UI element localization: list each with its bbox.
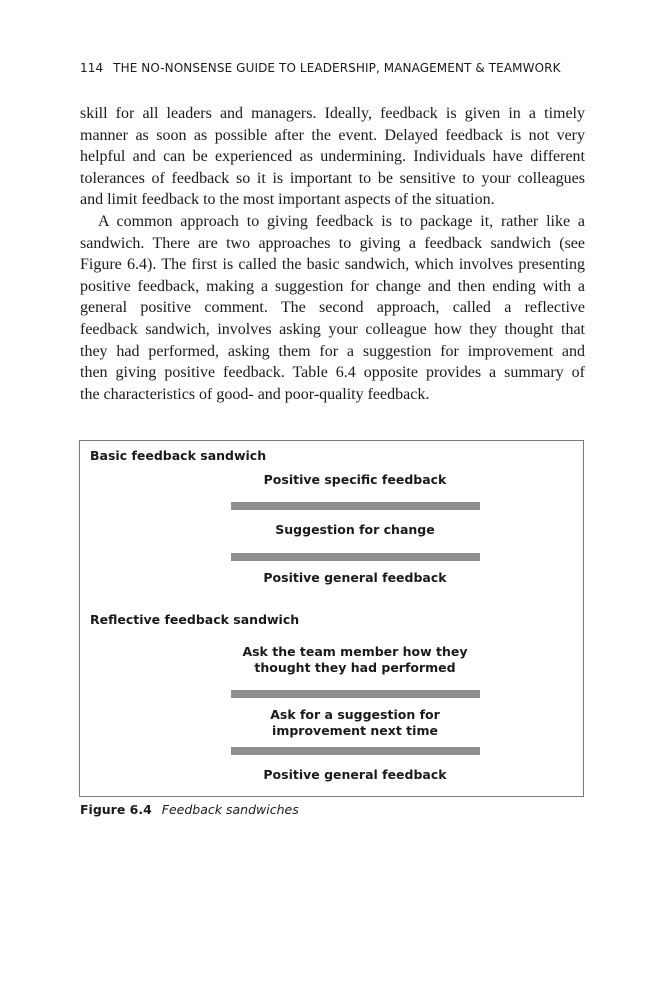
basic-top-label: Positive specific feedback bbox=[263, 472, 447, 487]
text-line: A common approach to giving feedback is to package it, rather like a bbox=[98, 212, 585, 230]
text-line: positive feedback, making a suggestion for change and then ending with a bbox=[80, 277, 585, 295]
text-line: then giving positive feedback. Table 6.4 opposite provides a summary of bbox=[80, 364, 585, 382]
body-text bbox=[80, 103, 585, 405]
text-line: tolerances of feedback so it is important to be sensitive to your colleagues bbox=[80, 169, 585, 187]
text-line: manner as soon as possible after the event. Delayed feedback is not very bbox=[80, 126, 585, 144]
reflective-divider-bar bbox=[231, 747, 480, 755]
basic-divider-bar bbox=[231, 553, 480, 561]
reflective-middle-line: Ask for a suggestion for bbox=[270, 707, 440, 722]
reflective-top-line: thought they had performed bbox=[254, 660, 456, 675]
reflective-divider-bar bbox=[231, 690, 480, 698]
figure-caption bbox=[80, 802, 299, 817]
text-line: sandwich. There are two approaches to giving a feedback sandwich (see bbox=[80, 234, 585, 252]
text-line: and limit feedback to the most important aspects of the situation. bbox=[80, 191, 495, 209]
figure-box bbox=[79, 440, 584, 797]
running-head bbox=[80, 61, 561, 75]
text-line: they had performed, asking them for a suggestion for improvement and bbox=[80, 342, 585, 360]
page-number: 114 bbox=[80, 61, 104, 75]
basic-sandwich-heading: Basic feedback sandwich bbox=[90, 448, 267, 463]
basic-middle-label: Suggestion for change bbox=[275, 522, 435, 537]
text-line: skill for all leaders and managers. Ideally, feedback is given in a timely bbox=[80, 105, 585, 122]
reflective-sandwich-heading: Reflective feedback sandwich bbox=[90, 612, 300, 627]
figure-title: Feedback sandwiches bbox=[161, 802, 299, 817]
basic-divider-bar bbox=[231, 502, 480, 510]
reflective-top-line: Ask the team member how they bbox=[242, 644, 468, 659]
reflective-bottom-label: Positive general feedback bbox=[263, 767, 447, 782]
text-line: Figure 6.4). The first is called the basic sandwich, which involves presenting bbox=[80, 256, 585, 274]
figure-number: Figure 6.4 bbox=[80, 802, 152, 817]
reflective-middle-label bbox=[230, 707, 480, 739]
text-line: the characteristics of good- and poor-quality feedback. bbox=[80, 385, 430, 403]
reflective-middle-line: improvement next time bbox=[272, 723, 438, 738]
reflective-top-label bbox=[230, 644, 480, 676]
text-line: feedback sandwich, involves asking your colleague how they thought that bbox=[80, 320, 585, 338]
basic-bottom-label: Positive general feedback bbox=[263, 570, 447, 585]
text-line: general positive comment. The second approach, called a reflective bbox=[80, 299, 585, 317]
text-line: helpful and can be experienced as undermining. Individuals have different bbox=[80, 148, 585, 166]
running-title: THE NO-NONSENSE GUIDE TO LEADERSHIP, MANAGEMENT & TEAMWORK bbox=[113, 61, 561, 75]
